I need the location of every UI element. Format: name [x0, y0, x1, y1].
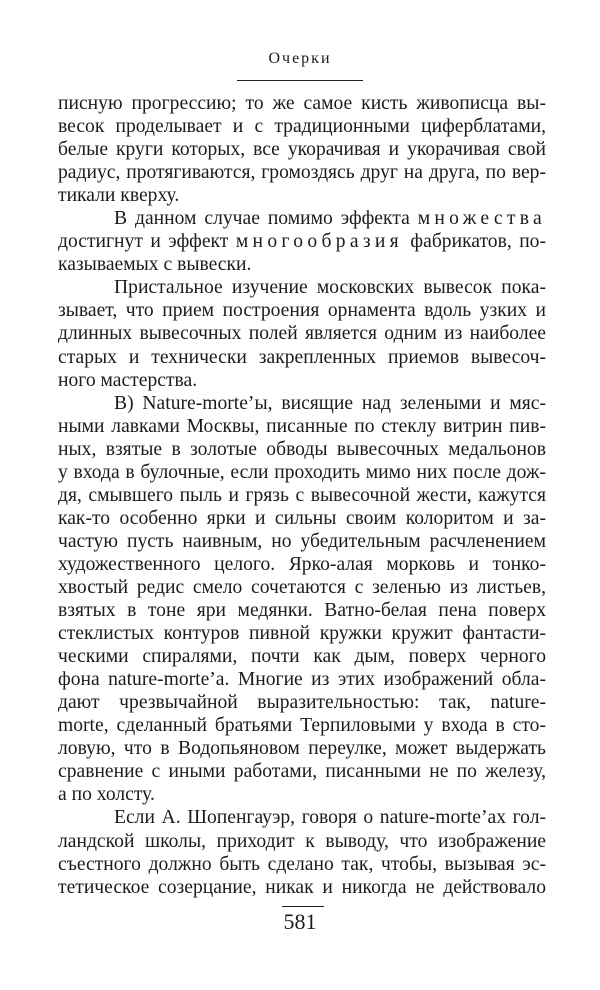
- text-segment: у входа в булочные, если проходить мимо них после дож-: [58, 461, 546, 483]
- text-segment: достигнут и эффект: [58, 231, 236, 253]
- text-segment: взятых в тоне яри медянки. Ватно-белая пена поверх: [58, 600, 546, 622]
- text-line: [58, 346, 546, 369]
- spaced-emphasis: многообразия: [235, 231, 403, 253]
- text-line: [58, 576, 546, 599]
- text-segment: съестного должно быть сделано так, чтобы, вызывая эс-: [58, 853, 546, 875]
- text-segment: художественного целого. Ярко-алая морковь и тонко-: [58, 553, 546, 575]
- text-segment: весок проделывает и с традиционными циферблатами,: [58, 116, 546, 138]
- text-line: [58, 392, 546, 415]
- text-segment: радиус, протягиваются, громоздясь друг на друга, по вер-: [58, 162, 546, 184]
- text-segment: дают чрезвычайной выразительностью: так, nature-: [58, 692, 546, 714]
- text-line: [58, 161, 546, 184]
- text-segment: Если А. Шопенгауэр, говоря о nature-morte’ax гол-: [114, 807, 546, 829]
- page-number: 581: [283, 909, 317, 934]
- text-segment: стеклистых контуров пивной кружки кружит фантасти-: [58, 623, 546, 645]
- text-segment: фона nature-morte’a. Многие из этих изображений обла-: [58, 669, 546, 691]
- text-line: [58, 299, 546, 322]
- text-segment: белые круги которых, все укорачивая и укорачивая свой: [58, 139, 546, 161]
- text-segment: писную прогрессию; то же самое кисть живописца вы-: [58, 93, 546, 114]
- text-line: [58, 438, 546, 461]
- text-segment: хвостый редис смело сочетаются с зеленью из листьев,: [58, 576, 546, 598]
- text-segment: ного мастерства.: [58, 369, 198, 391]
- text-line: [58, 714, 546, 737]
- text-segment: фабрикатов, по-: [402, 231, 546, 253]
- text-line: [58, 230, 546, 253]
- text-segment: старых и технически закрепленных приемов вывесоч-: [58, 346, 546, 368]
- text-line: [58, 553, 546, 576]
- text-line: [58, 507, 546, 530]
- text-segment: ных, взятые в золотые обводы вывесочных медальонов: [58, 438, 546, 460]
- text-line: [58, 783, 546, 806]
- text-line: [58, 369, 546, 392]
- text-segment: как-то особенно ярки и сильны своим колоритом и за-: [58, 507, 546, 529]
- text-line: [58, 207, 546, 230]
- text-line: [58, 668, 546, 691]
- text-line: [58, 876, 546, 899]
- text-line: [58, 138, 546, 161]
- text-segment: ловую, что в Водопьяновом переулке, может выдержать: [58, 738, 546, 760]
- text-line: [58, 115, 546, 138]
- text-segment: morte, сделанный братьями Терпиловыми у входа в сто-: [58, 715, 546, 737]
- text-segment: ческими спиралями, почти как дым, поверх черного: [58, 646, 546, 668]
- text-segment: сравнение с иными работами, писанными не по железу,: [58, 761, 546, 783]
- text-line: [58, 830, 546, 853]
- text-line: [58, 622, 546, 645]
- text-segment: дя, смывшего пыль и грязь с вывесочной жести, кажутся: [58, 484, 546, 506]
- text-line: [58, 645, 546, 668]
- text-line: [58, 484, 546, 507]
- running-head-title: Очерки: [268, 50, 332, 67]
- text-segment: длинных вывесочных полей является одним из наиболее: [58, 323, 546, 345]
- text-line: [58, 530, 546, 553]
- text-segment: В) Nature-morte’ы, висящие над зелеными и мяс-: [114, 392, 546, 414]
- text-segment: частую пусть наивным, но убедительным расчленением: [58, 530, 546, 552]
- text-line: [58, 92, 546, 115]
- text-line: [58, 276, 546, 299]
- text-segment: ландской школы, приходит к выводу, что изображение: [58, 830, 546, 852]
- text-line: [58, 737, 546, 760]
- text-segment: зывает, что прием построения орнамента вдоль узких и: [58, 300, 546, 322]
- text-line: [58, 760, 546, 783]
- text-line: [58, 691, 546, 714]
- text-line: [58, 806, 546, 829]
- text-line: [58, 853, 546, 876]
- body-text: [58, 92, 546, 899]
- text-line: [58, 599, 546, 622]
- footer-rule: [282, 906, 324, 907]
- text-segment: казываемых с вывески.: [58, 254, 252, 276]
- text-segment: ными лавками Москвы, писанные по стеклу витрин пив-: [58, 415, 546, 437]
- text-line: [58, 322, 546, 345]
- header-rule: [237, 80, 363, 81]
- spaced-emphasis: множества: [417, 208, 546, 230]
- text-line: [58, 461, 546, 484]
- text-line: [58, 415, 546, 438]
- text-line: [58, 184, 546, 207]
- text-segment: Пристальное изучение московских вывесок пока-: [114, 277, 546, 299]
- text-segment: а по холсту.: [58, 784, 155, 806]
- text-segment: тикали кверху.: [58, 185, 180, 207]
- text-line: [58, 253, 546, 276]
- text-segment: тетическое созерцание, никак и никогда не действовало: [58, 876, 546, 898]
- text-segment: В данном случае помимо эффекта: [114, 208, 418, 230]
